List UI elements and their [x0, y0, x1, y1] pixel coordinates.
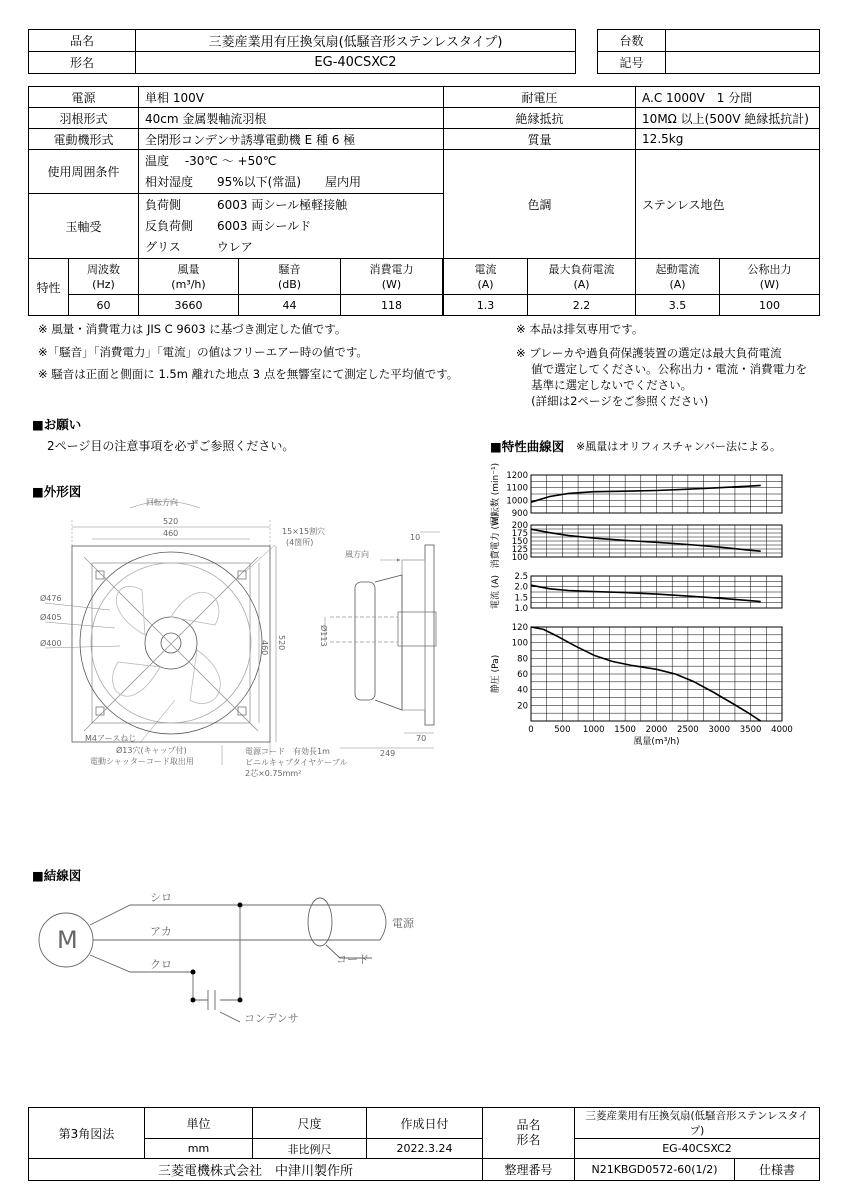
- name-value: 三菱産業用有圧換気扇(低騒音形ステンレスタイプ): [136, 30, 576, 52]
- y-axis-label: 消費電力 (W): [491, 513, 501, 569]
- y-tick-label: 2.0: [514, 582, 528, 593]
- blade-value: 40cm 金属製軸流羽根: [139, 108, 444, 129]
- withstand-value: A.C 1000V 1 分間: [636, 87, 820, 108]
- x-axis-label: 風量(m³/h): [633, 737, 680, 747]
- mark-label: 記号: [598, 52, 666, 74]
- char-label: 特性: [29, 259, 69, 316]
- footer-name-label: 品名: [516, 1118, 541, 1132]
- cord2-text: ビニルキャブタイヤケーブル: [245, 758, 348, 767]
- x-tick-label: 2000: [645, 725, 668, 735]
- outline-title: ■外形図: [32, 484, 82, 499]
- y-tick-label: 175: [511, 529, 528, 539]
- char-value-power: 118: [341, 295, 443, 316]
- y-tick-label: 40: [517, 685, 528, 696]
- char-value-noise: 44: [239, 295, 341, 316]
- capacitor-label: コンデンサ: [244, 1012, 299, 1025]
- y-tick-label: 2.5: [514, 572, 528, 582]
- note-breaker: ※ ブレーカや過負荷保護装置の選定は最大負荷電流 値で選定してください。公称出力・電流・消費電力を 基準に選定しないでください。 (詳細は2ページをご参照ください): [516, 346, 808, 408]
- y-axis-label: 電流 (A): [491, 574, 501, 610]
- wiring-title: ■結線図: [32, 868, 82, 883]
- char-value-output: 100: [720, 295, 820, 316]
- dim-249: 249: [380, 749, 396, 758]
- note-noise: ※ 騒音は正面と側面に 1.5m 離れた地点 3 点を無響室にて測定した平均値です。: [38, 367, 459, 381]
- dim-520-side: 520: [277, 635, 286, 651]
- y-tick-label: 60: [517, 670, 528, 680]
- curve-title: ■特性曲線図: [490, 439, 565, 454]
- bearing-load: 負荷側 6003 両シール極軽接触: [145, 198, 348, 212]
- count-label: 台数: [598, 30, 666, 52]
- y-tick-label: 120: [511, 623, 528, 633]
- y-tick-label: 1100: [506, 483, 528, 494]
- dia-113: Ø113: [319, 625, 328, 647]
- y-axis-label: 静圧 (Pa): [491, 654, 501, 694]
- company: 三菱電機株式会社 中津川製作所: [29, 1159, 483, 1181]
- withstand-label: 耐電圧: [444, 87, 636, 108]
- dia-400: Ø400: [40, 639, 62, 648]
- date-value: 2022.3.24: [367, 1139, 483, 1159]
- unit-value: mm: [145, 1139, 253, 1159]
- dim-460-side: 460: [260, 640, 269, 656]
- mass-label: 質量: [444, 129, 636, 150]
- scale-label: 尺度: [253, 1108, 367, 1139]
- footer-name-value: 三菱産業用有圧換気扇(低騒音形ステンレスタイプ): [575, 1108, 820, 1139]
- hole-text: 15×15割穴: [282, 527, 326, 536]
- char-value-maxcurrent: 2.2: [528, 295, 636, 316]
- env-humidity: 相対湿度 95%以下(常温) 屋内用: [145, 175, 362, 189]
- dim-460-top: 460: [163, 529, 179, 538]
- char-header-noise: 騒音 (dB): [239, 259, 341, 295]
- doc-label: 整理番号: [483, 1159, 575, 1181]
- bearing-label: 玉軸受: [29, 194, 139, 259]
- y-tick-label: 1200: [506, 471, 528, 481]
- x-tick-label: 1000: [582, 725, 605, 735]
- series-line: [531, 529, 761, 551]
- projection: 第3角図法: [29, 1108, 145, 1159]
- cord3-text: 2芯×0.75mm²: [245, 769, 302, 778]
- y-tick-label: 125: [511, 545, 528, 555]
- unit-label: 単位: [145, 1108, 253, 1139]
- curve-note: ※風量はオリフィスチャンバー法による。: [576, 440, 782, 453]
- power-label: 電源: [29, 87, 139, 108]
- dim-10: 10: [410, 533, 421, 542]
- rotation-text: 回転方向: [146, 498, 178, 507]
- bearing-antiload: 反負荷側 6003 両シールド: [145, 219, 312, 233]
- color-value: ステンレス地色: [636, 150, 820, 259]
- doc-value: N21KBGD0572-60(1/2): [575, 1159, 735, 1181]
- x-tick-label: 2500: [677, 725, 699, 735]
- env-label: 使用周囲条件: [29, 150, 139, 194]
- y-tick-label: 900: [511, 509, 528, 519]
- y-tick-label: 1000: [506, 496, 528, 507]
- hole13-text: Ø13穴(キャップ付): [116, 746, 187, 755]
- char-header-output: 公称出力 (W): [720, 259, 820, 295]
- model-value: EG-40CSXC2: [136, 52, 576, 74]
- hole-count-text: (4箇所): [286, 538, 314, 547]
- shutter-note-text: 電動シャッターコード取出用: [90, 757, 194, 766]
- char-header-current: 電流 (A): [444, 259, 528, 295]
- name-label: 品名: [29, 30, 136, 52]
- wire-red-label: アカ: [150, 925, 172, 938]
- motor-value: 全閉形コンデンサ誘導電動機 E 種 6 極: [139, 129, 444, 150]
- char-value-startcurrent: 3.5: [636, 295, 720, 316]
- bearing-grease: グリス ウレア: [145, 240, 253, 254]
- y-axis-label: 回転数 (min⁻¹): [491, 462, 501, 526]
- x-tick-label: 4000: [771, 725, 793, 735]
- note-exhaust: ※ 本品は排気専用です。: [516, 322, 644, 336]
- char-header-startcurrent: 起動電流 (A): [636, 259, 720, 295]
- env-temp: 温度 -30℃ ～ +50℃: [145, 154, 277, 168]
- char-header-maxcurrent: 最大負荷電流 (A): [528, 259, 636, 295]
- mass-value: 12.5kg: [636, 129, 820, 150]
- x-tick-label: 0: [528, 725, 534, 735]
- y-tick-label: 200: [511, 521, 528, 531]
- y-tick-label: 150: [511, 537, 528, 547]
- x-tick-label: 3000: [708, 725, 731, 735]
- model-label: 形名: [29, 52, 136, 74]
- footer-table: [28, 1107, 820, 1181]
- note-freeair: ※「騒音」「消費電力」「電流」の値はフリーエアー時の値です。: [38, 345, 368, 359]
- x-tick-label: 1500: [614, 725, 636, 735]
- char-header-airflow: 風量 (m³/h): [139, 259, 239, 295]
- x-tick-label: 500: [554, 725, 571, 735]
- x-tick-label: 3500: [739, 725, 762, 735]
- blade-label: 羽根形式: [29, 108, 139, 129]
- power-value: 単相 100V: [139, 87, 444, 108]
- airflow-text: 風方向: [345, 550, 369, 559]
- footer-model-label: 形名: [516, 1133, 541, 1147]
- footer-model-value: EG-40CSXC2: [575, 1139, 820, 1159]
- dia-476: Ø476: [40, 594, 62, 603]
- wire-black-label: クロ: [150, 958, 172, 971]
- ground-screw-text: M4アースねじ: [85, 734, 137, 743]
- y-tick-label: 100: [511, 638, 528, 649]
- y-tick-label: 1.0: [514, 604, 528, 614]
- cord1-text: 電源コード 有効長1m: [245, 747, 330, 756]
- dim-70: 70: [416, 734, 427, 743]
- dia-405: Ø405: [40, 613, 62, 622]
- cord-label: コード: [336, 953, 369, 966]
- y-tick-label: 1.5: [514, 593, 528, 604]
- date-label: 作成日付: [367, 1108, 483, 1139]
- request-title: ■お願い: [32, 417, 82, 432]
- dim-520-top: 520: [163, 517, 179, 526]
- wire-white-label: シロ: [150, 891, 172, 904]
- y-tick-label: 100: [511, 553, 528, 563]
- insulation-label: 絶縁抵抗: [444, 108, 636, 129]
- note-jis: ※ 風量・消費電力は JIS C 9603 に基づき測定した値です。: [38, 322, 347, 336]
- motor-label: 電動機形式: [29, 129, 139, 150]
- doc-type: 仕様書: [735, 1159, 820, 1181]
- y-tick-label: 80: [517, 654, 528, 665]
- y-tick-label: 20: [517, 701, 528, 712]
- power-label: 電源: [392, 917, 414, 930]
- char-header-power: 消費電力 (W): [341, 259, 443, 295]
- motor-symbol: M: [57, 926, 78, 954]
- char-value-current: 1.3: [444, 295, 528, 316]
- char-value-freq: 60: [69, 295, 139, 316]
- char-value-airflow: 3660: [139, 295, 239, 316]
- color-label: 色調: [444, 150, 636, 259]
- series-line: [531, 585, 761, 601]
- char-header-freq: 周波数 (Hz): [69, 259, 139, 295]
- insulation-value: 10MΩ 以上(500V 絶縁抵抗計): [636, 108, 820, 129]
- scale-value: 非比例尺: [253, 1139, 367, 1159]
- request-text: 2ページ目の注意事項を必ずご参照ください。: [47, 439, 295, 453]
